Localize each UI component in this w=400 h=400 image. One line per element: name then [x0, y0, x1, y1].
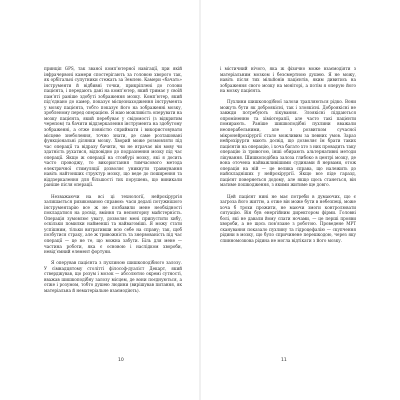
paragraph: і містичний нічого, яка ж фізично може взаємодіяти з матеріальним мозком і безсмертною душею. Я не можу, навіть після тих мільйонів пацієнтів, яким дивитись на зображення свого мозку на моніторі, а потім я оперую його на мозку пацієнта.	[220, 66, 356, 94]
page-number-left: 10	[118, 358, 124, 363]
page-number-right: 11	[281, 358, 287, 363]
paragraph: Я оперував пацієнта з пухлиною шишкоподібного залозу. У сімнадцятому столітті філософ-дуаліст Декарт, який стверджував, що розум і мозок — абсолютно окремі сутності, вважав шишкоподібну залозу місцем, де вони поєднуються, а отже і розумом, тобто душею людини (вирішував питання, як матеріальна й нематеріальне взаємодіють).	[44, 260, 182, 293]
paragraph: принціп GPS, так званої комп’ютерної навігації, при якій інфрачервоні камери спостерігають за головою хворого так, як орбітальні супутники стежать за Землею. Камери «бачать» інструменти й відбивні точки, прикріплені до голови пацієнта, і передають дані на комп’ютер, який тримає у своїй пам’яті раніше здобуті зображення мозку. Комп’ютер, який під’єднано до камер, показує місцезнаходження інструмента у мозку пацієнта, тобто показує його на зображенні мозку, зробленому перед операцією. Я маю можливість оперувати на мозку пацієнта, який перебуває у свідомості (з відкритим черепом) та бачити віддзеркалення інструмента на здобутому зображенні, а отже повністю сприймати і використовувати місцеве знеболення, точно знати, де саме розташовані функціональні ділянки мозку. Хворий може розмовляти під час операції та відразу бачити, чи не втрачає він мову чи здатність рухатися, відповідно до подразнення мозку під час операції. Якщо ж операції на стовбурі мозку, які я досить часто проводжу, то використання тимчасового метода електричної стимуляції дозволяє уникнути травмування навіть найтонших структур мозку, що веде до поширення та віддзеркалення для більшості тих порушень, що виникали раніше після операції.	[44, 66, 182, 188]
paragraph: Пухлини шишкоподібної залози трапляються рідко. Вони можуть бути як доброякісні, так і злоякісні. Доброякісні не завжди потребують лікування. Злоякісні піддаються опроміненню та хіміотерапії, але часто такі пацієнти помирають. Раніше шишкоподібні пухлини вважали неоперабельними, але з розвитком сучасної мікронейрохірургії стало можливим за певних умов. Зараз нейрохірурги мають досвід, що дозволяє їм брати таких пацієнтів на операцію, і хоча багато хто з них провадить таку операцію із тривогою, інші обирають альтернативні методи лікування. Шишкоподібна залоза глибоко в центрі мозку, де вона оточена найважливішими судинами й нервами, отож операція на ній — це велика справа, що належить до найскладніших у нейрохірургії. Якщо все піде гаразд, пацієнт повернеться додому, але якщо щось станеться, він матиме пошкодження, з якими житиме ще довго.	[220, 99, 356, 188]
paragraph: Цей пацієнт нині не має потреби в думаючих, що є загроза його життю, а отже він може бути в небезпеці, може хоча б трохи прожити, не маючи змоги контролювати ситуацію. Він був енергійним директором фірми. Головні болі, які не давали йому спати ночами, — це перші прояви хвороби, а не щось пов’язане з роботою. Проведене МРТ сканування показало пухлину та гідроцефалію — скупчення рідини в мозку, що було спричинене перешкодою, через яку спинномозкова рідина не могла відтікати з його мозку.	[220, 193, 356, 243]
left-text-column	[44, 66, 182, 299]
right-page	[200, 0, 400, 400]
right-text-column	[220, 66, 356, 249]
paragraph: Незважаючи на всі ці технології, нейрохірургія залишається ризикованою справою: часи дедалі потужнішого інструментарію все ж не позбавили мене необхідності покладатися на досвід, вміння та неповторну майстерність. Операція зумовлює увагу, дозволяє мені припустити хибу, оскільки помилки найменші та найвагоміші. Я можу стати успішним, тільки витративши всю себе на справу; так, щоб позбутися страху, але ж тривожність та знервованість під час операції — це не те, що можна забути. Біль для мене — частина роботи, яка є основою і наслідком хвороби, невід’ємний елемент фортуни.	[44, 193, 182, 255]
